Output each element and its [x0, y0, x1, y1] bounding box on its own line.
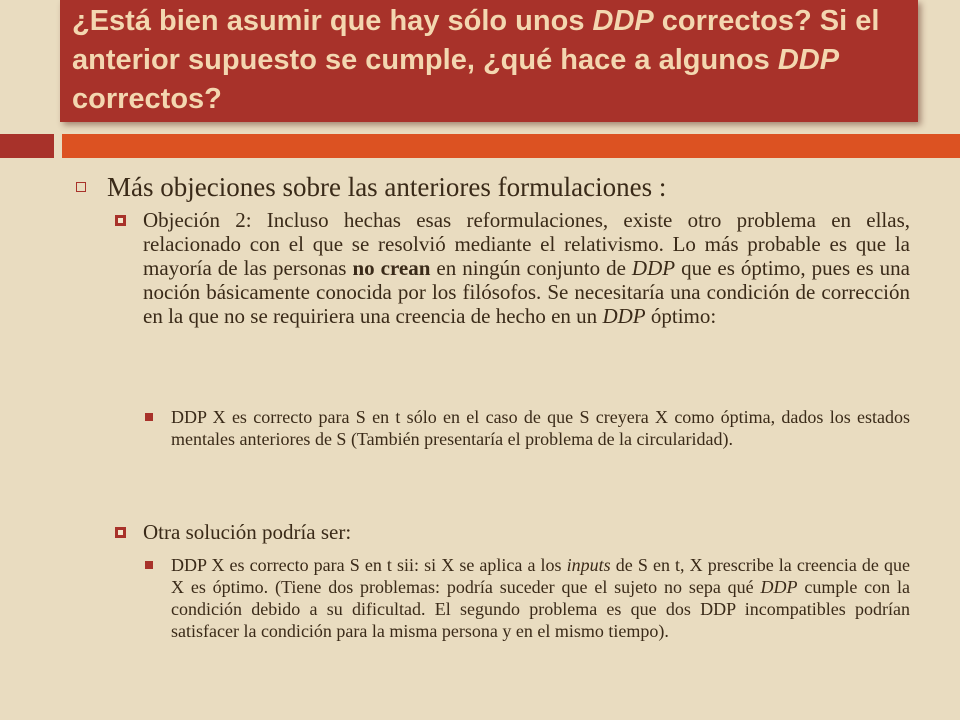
sub-item-2: [145, 554, 910, 642]
sub-item-1: [145, 406, 910, 450]
sub-item-text: [171, 554, 910, 642]
title-ddp: DDP: [592, 5, 654, 37]
title-box: [60, 0, 918, 122]
text-run: cumple con la condición debido a su dificultad. El segundo problema es que dos DDP incompatibles podrían satisfacer la condición para la misma persona y en el mismo tiempo).: [171, 577, 911, 641]
hollow-square-bullet-icon: [76, 182, 86, 192]
ddp-run: DDP: [631, 256, 676, 280]
square-bullet-icon: [115, 215, 126, 226]
title-part: ¿Está bien asumir que hay sólo unos: [72, 5, 593, 37]
objection-item: [115, 208, 910, 328]
divider-gap: [54, 134, 62, 158]
square-bullet-icon: [115, 527, 126, 538]
small-square-bullet-icon: [145, 561, 153, 569]
other-solution-item: [115, 520, 910, 544]
text-run: Objeción 2: Incluso hechas esas reformulaciones, existe otro problema en ellas, relacionado con el que se resolvió mediante el relativismo. Lo más probable es que la mayoría de las personas: [143, 208, 910, 280]
other-solution-text: Otra solución podría ser:: [143, 520, 352, 544]
slide-title: [72, 2, 906, 119]
ddp-run: DDP: [602, 304, 646, 328]
heading-text: Más objeciones sobre las anteriores formulaciones :: [107, 172, 667, 202]
sub-item-text: DDP X es correcto para S en t sólo en el caso de que S creyera X como óptima, dados los estados mentales anteriores de S (También presentaría el problema de la circularidad).: [171, 407, 910, 449]
text-run: en ningún conjunto de: [430, 256, 632, 280]
title-part: correctos?: [72, 83, 222, 115]
ddp-run: DDP: [760, 577, 798, 597]
heading-bullet-item: [76, 170, 666, 204]
title-ddp: DDP: [777, 44, 840, 76]
title-part: correctos? Si el anterior supuesto se cumple, ¿qué hace a algunos: [72, 5, 880, 76]
text-run: óptimo:: [645, 304, 717, 328]
text-run: DDP X es correcto para S en t sii: si X se aplica a los: [171, 555, 567, 575]
small-square-bullet-icon: [145, 413, 153, 421]
divider-bar-left: [0, 134, 54, 158]
text-run: que es óptimo, pues es una noción básicamente conocida por los filósofos. Se necesitaría una condición de corrección en la que no se requiriera una creencia de hecho en un: [143, 256, 911, 328]
text-run: de S en t, X prescribe la creencia de que X es óptimo. (Tiene dos problemas: podría suceder que el sujeto no sepa qué: [171, 555, 910, 597]
objection-text: [143, 208, 910, 328]
italic-run: inputs: [566, 555, 611, 575]
bold-run: no crean: [352, 256, 431, 280]
divider-bar-right: [62, 134, 960, 158]
